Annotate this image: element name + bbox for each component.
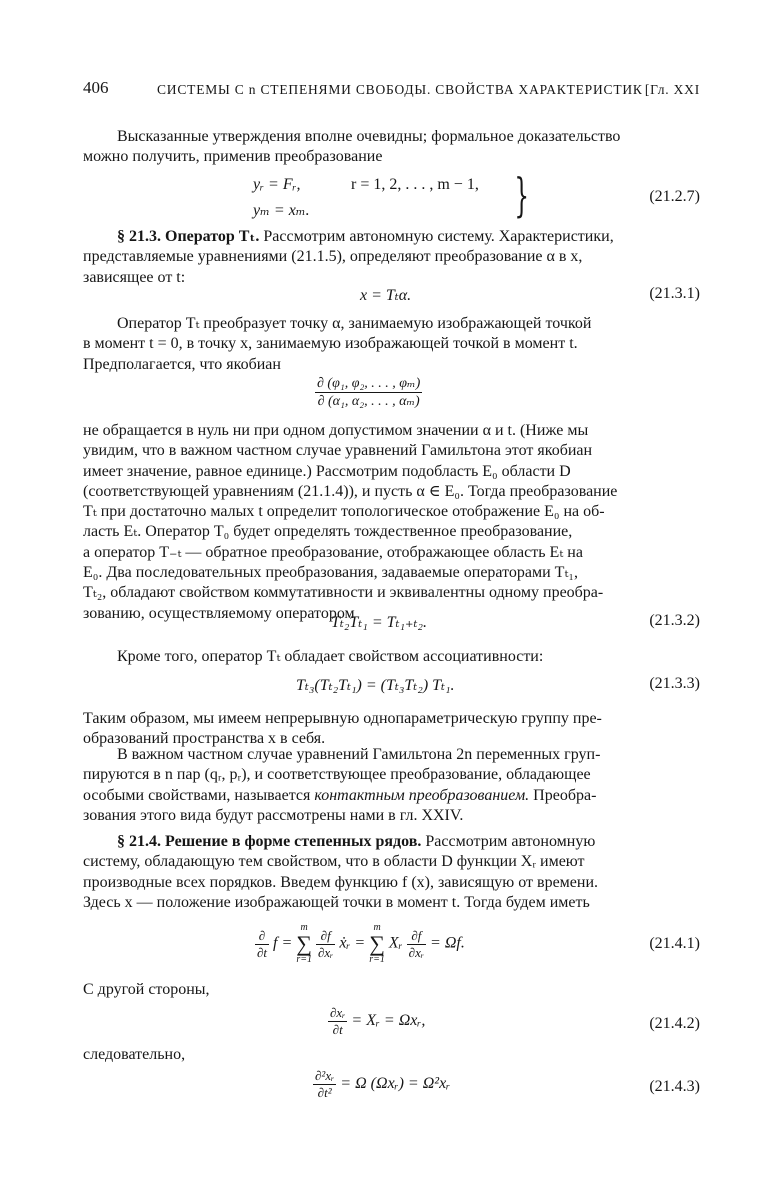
running-title: СИСТЕМЫ С n СТЕПЕНЯМИ СВОБОДЫ. СВОЙСТВА ХАРАКТЕРИСТИК [157, 82, 643, 97]
paragraph-consequently: следовательно, [83, 1046, 186, 1063]
equation-21-3-1: x = Tₜα. (21.3.1) [360, 285, 700, 304]
equation-21-3-3: Tₜ₃(Tₜ₂Tₜ₁) = (Tₜ₃Tₜ₂) Tₜ₁. (21.3.3) [296, 675, 700, 694]
section-21-4: § 21.4. Решение в форме степенных рядов. Рассмотрим автономную систему, обладающую тем свойством, что в области D функции Xᵣ имеют производные всех порядков. Введем функцию f (x), зависящую от времени. Здесь x — положение изображающей точки в момент t. Тогда будем иметь [83, 833, 599, 911]
equation-21-4-2: $\frac{\text{∂xᵣ}}{\partial t}$ = Xᵣ = Ωxᵣ, (21.4.2) [330, 1005, 700, 1037]
emphasized-term: контактным преобразованием. [314, 786, 530, 804]
equation-21-3-2: Tₜ₂Tₜ₁ = Tₜ₁₊ₜ₂. (21.3.2) [331, 612, 700, 631]
section-21-3: § 21.3. Оператор Tₜ. Рассмотрим автономную систему. Характеристики, представляемые уравнениями (21.1.5), определяют преобразование α в x, зависящее от t: [83, 228, 614, 286]
paragraph-other-side: С другой стороны, [83, 981, 210, 998]
equation-number: (21.3.2) [649, 612, 700, 629]
page-number: 406 [83, 78, 109, 97]
paragraph-intro: Высказанные утверждения вполне очевидны; формальное доказательство можно получить, применив преобразование [83, 128, 621, 166]
paragraph-group: Таким образом, мы имеем непрерывную однопараметрическую группу пре- образований пространства x в себя. [83, 710, 602, 748]
equation-number: (21.4.2) [649, 1015, 700, 1032]
section-heading: § 21.4. Решение в форме степенных рядов. [117, 833, 422, 850]
equation-21-4-1: $\frac{\partial}{\partial t}$ f = m ∑ r=1 $\frac{\partial f}{\text{∂xᵣ}}$ ẋᵣ = m ∑ r=1 Xᵣ $\frac{\partial f}{\text{∂xᵣ}}$ = Ωf. (21.4.1) [257, 922, 700, 965]
chapter-label: [Гл. XXI [644, 82, 700, 97]
equation-number: (21.3.3) [649, 675, 700, 692]
right-brace: } [514, 168, 529, 222]
equation-21-4-3: $\frac{\text{∂²xᵣ}}{\text{∂t²}}$ = Ω (Ωxᵣ) = Ω²xᵣ (21.4.3) [315, 1068, 700, 1100]
jacobian: $\frac{\text{∂ (φ₁, φ₂, . . . , φₘ)}}{\text{∂ (α₁, α₂, . . . , αₘ)}}$ [317, 376, 421, 409]
summation-sign: m ∑ r=1 [296, 922, 312, 965]
equation-21-2-7: yᵣ = Fᵣ, r = 1, 2, . . . , m − 1, yₘ = xₘ. } (21.2.7) [253, 168, 700, 222]
summation-sign: m ∑ r=1 [369, 922, 385, 965]
paragraph-associativity: Кроме того, оператор Tₜ обладает свойством ассоциативности: [117, 648, 544, 665]
equation-number: (21.4.1) [649, 935, 700, 952]
equation-number: (21.4.3) [649, 1078, 700, 1095]
paragraph-jacobian: не обращается в нуль ни при одном допустимом значении α и t. (Ниже мы увидим, что в важном частном случае уравнений Гамильтона этот якобиан имеет значение, равное единице.) Рассмотрим подобласть E₀ области D (соответствующей уравнениям (21.1.4)), и пусть α ∈ E₀. Тогда преобразование Tₜ при достаточно малых t определит топологическое отображение E₀ на об- ласть Eₜ. Оператор T₀ будет определять тождественное преобразование, а оператор T₋ₜ — обратное преобразование, отображающее область Eₜ на E₀. Два последовательных преобразования, задаваемые операторами Tₜ₁, Tₜ₂, обладают свойством коммутативности и эквивалентны одному преобра- зованию, осуществляемому оператором [83, 422, 618, 622]
paragraph-hamilton: В важном частном случае уравнений Гамильтона 2n переменных груп- пируются в n пар (qᵣ, pᵣ), и соответствующее преобразование, обладающее особыми свойствами, называется контактным преобразованием. Преобра- зования этого вида будут рассмотрены нами в гл. XXIV. [83, 746, 601, 824]
equation-number: (21.2.7) [649, 188, 700, 205]
section-heading: § 21.3. Оператор Tₜ. [117, 228, 260, 245]
equation-number: (21.3.1) [649, 285, 700, 302]
paragraph-operator: Оператор Tₜ преобразует точку α, занимаемую изображающей точкой в момент t = 0, в точку x, занимаемую изображающей точкой в момент t. Предполагается, что якобиан [83, 315, 592, 373]
running-header [83, 80, 700, 102]
